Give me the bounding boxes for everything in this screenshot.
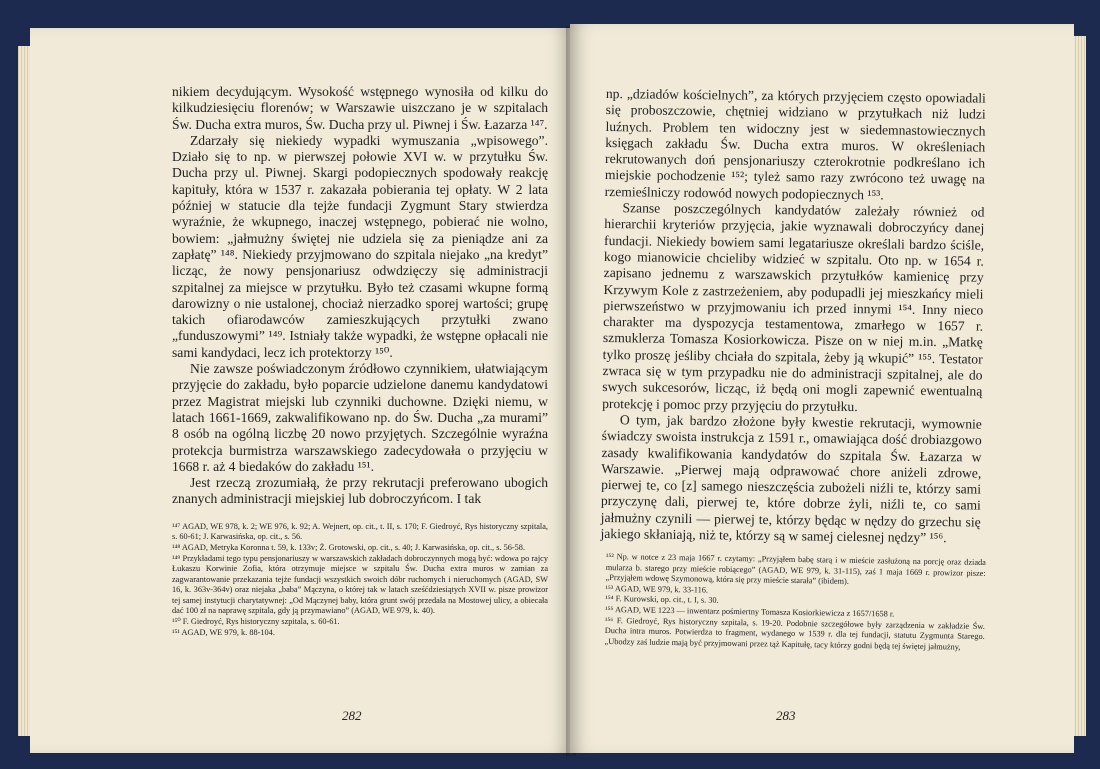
right-body-text (600, 86, 986, 547)
open-book (18, 16, 1086, 758)
paragraph: np. „dziadów kościelnych”, za których przyjęciem często opowiadali się proboszczowie, chętniej widziano w przytułkach niż ludzi luźnych. Problem ten widoczny jest w siedemnastowiecznych księgach zakładu Św. Ducha extra muros. W określeniach rekrutowanych doń pensjonariuszy czterokrotnie podkreślano ich miejskie pochodzenie ¹⁵²; tyleż samo razy zwrócono też uwagę na rzemieślniczy rodowód nowych podopiecznych ¹⁵³. (604, 86, 986, 203)
footnote: ¹⁴⁸ AGAD, Metryka Koronna t. 59, k. 133v; Ż. Grotowski, op. cit., s. 40; J. Karwasińska, op. cit., s. 56-58. (172, 542, 526, 552)
paragraph: nikiem decydującym. Wysokość wstępnego wynosiła od kilku do kilkudziesięciu florenów; w Warszawie uiszczano je w szpitalach Św. Ducha extra muros, Św. Ducha przy ul. Piwnej i Św. Łazarza ¹⁴⁷. (172, 84, 548, 132)
footnote: ¹⁵² Np. w notce z 23 maja 1667 r. czytamy: „Przyjąłem babę starą i w mieście zasłużoną na porcję oraz dziada mularza b. starego przy mieście robiącego” (AGAD, WE 979, k. 31-115), zaś 1 maja 1669 r. prowizor pisze: „Przyjąłem wdowę Szymonową, która się przy mieście starała” (ibidem). (605, 552, 986, 587)
footnote: ¹⁴⁷ AGAD, WE 978, k. 2; WE 976, k. 92; A. Wejnert, op. cit., t. II, s. 170; F. Giedroyć, Rys historyczny szpitala, s. 60-61; J. Karwasińska, op. cit., s. 56. (172, 521, 548, 542)
right-footnotes (605, 552, 986, 653)
paragraph: Nie zawsze poświadczonym źródłowo czynnikiem, ułatwiającym przyjęcie do zakładu, było poparcie udzielone danemu kandydatowi przez Magistrat miejski lub czynniki duchowne. Dzięki niemu, w latach 1661-1669, zakwalifikowano np. do Św. Ducha „za murami” 8 osób na ogólną liczbę 20 nowo przyjętych. Szczególnie wyraźna protekcja burmistrza warszawskiego zadecydowała o przyjęciu w 1668 r. aż 4 biedaków do zakładu ¹⁵¹. (172, 361, 548, 474)
footnote: ¹⁵³ AGAD, WE 979, k. 33-116. (605, 584, 709, 595)
footnote: ¹⁴⁹ Przykładami tego typu pensjonariuszy w warszawskich zakładach dobroczynnych mogą być: wdowa po rajcy Łukaszu Korwinie Zofia, która otrzymuje miejsce w szpitalu Św. Ducha extra muros w zamian za zagwarantowanie przekazania tejże fundacji wszystkich swoich dóbr ruchomych i nieruchomych (AGAD, SW 16, k. 363v-364v) oraz niejaka „baba” Mączyna, o której tak w latach sześćdziesiątych XVII w. pisze prowizor tej samej instytucji charytatywnej: „Od Mączynej baby, która grunt swój przedała na Mostowej ulicy, a obiecała dać 100 zł na naprawę szpitala, gdy ją przymawiano” (AGAD, WE 979, k. 40). (172, 553, 548, 616)
footnote: ¹⁵⁵ AGAD, WE 1223 — inwentarz pośmiertny Tomasza Kosiorkiewicza z 1657/1658 r. (605, 605, 895, 619)
footnote: ¹⁵⁶ F. Giedroyć, Rys historyczny szpitala, s. 19-20. Podobnie szczegółowe były zarządzenia w zakładzie Św. Ducha intra muros. Potwierdza to fragment, wydanego w 1539 r. dla tej fundacji, statutu Zygmunta Starego. „Ubodzy zaś ludzie mają być przyjmowani przez tąż Kapitułę, tacy którzy godni będą tej świętej jałmużny, (604, 615, 985, 652)
page-number-right: 283 (776, 708, 796, 723)
paragraph: Zdarzały się niekiedy wypadki wymuszania „wpisowego”. Działo się to np. w pierwszej połowie XVI w. w przytułku Św. Ducha przy ul. Piwnej. Skargi podopiecznych spodowały reakcję kapituły, która w 1537 r. zakazała pobierania tej opłaty. W 2 lata później w statucie dla tejże fundacji Zygmunt Stary stwierdza wyraźnie, że wkupnego, inaczej wstępnego, pobierać nie wolno, bowiem: „jałmużny świętej nie udziela się za pieniądze ani za zapłatę” ¹⁴⁸. Niekiedy przyjmowano do szpitala niejako „na kredyt” licząc, że nowy pensjonariusz odwdzięczy się administracji szpitalnej za miejsce w przytułku. Było też czasami wkupne formą darowizny o nie ustalonej, chociaż nierzadko sporej wartości; grupę takich ofiarodawców zamieszkujących przytułki zwano „funduszowymi” ¹⁴⁹. Istniały także wypadki, że wstępne opłacali nie sami kandydaci, lecz ich protektorzy ¹⁵⁰. (172, 132, 548, 360)
left-body-text (172, 84, 548, 508)
page-number-left: 282 (342, 708, 362, 723)
left-page (30, 28, 570, 753)
paragraph: Jest rzeczą zrozumiałą, że przy rekrutacji preferowano ubogich znanych administracji miejskiej lub dobroczyńcom. I tak (172, 475, 548, 507)
footnote: ¹⁵¹ AGAD, WE 979, k. 88-104. (172, 627, 275, 637)
page-edges-right (1072, 36, 1086, 736)
left-footnotes (172, 522, 548, 639)
paragraph: Szanse poszczególnych kandydatów zależały również od hierarchii kryteriów przyjęcia, jakie wyznawali dobroczyńcy danej fundacji. Niekiedy bowiem sami legatariusze określali bardzo ściśle, kogo mianowicie chcieliby widzieć w szpitalu. Oto np. w 1654 r. zapisano jednemu z warszawskich przytułków kamienicę przy Krzywym Kole z zastrzeżeniem, aby podupadli jej mieszkańcy mieli pierwszeństwo w przyjmowaniu ich przed innymi ¹⁵⁴. Inny nieco charakter ma dyspozycja testamentowa, zmarłego w 1657 r. szmuklerza Tomasza Kosiorkowicza. Pisze on w niej m.in. „Matkę tylko proszę jeśliby chciała do szpitala, żeby ją wkupić” ¹⁵⁵. Testator zwraca się w tym przypadku nie do administracji szpitalnej, ale do swych sukcesorów, licząc, iż będą oni mogli zapewnić ewentualną protekcję i pomoc przy przyjęciu do przytułku. (602, 200, 985, 414)
paragraph: O tym, jak bardzo złożone były kwestie rekrutacji, wymownie świadczy swoista instrukcja z 1591 r., omawiająca dość drobiazgowo zasady kwalifikowania kandydatów do szpitala Św. Łazarza w Warszawie. „Pierwej mają odprawować chore aniżeli zdrowe, pierwej te, co [z] samego nieszczęścia zubożeli niźli te, którzy sami przyczynę dali, pierwej te, które dobrze żyli, niźli te, co sami jałmużny czynili — pierwej te, którzy będąc w nędzy do grzechu się jakiego skłaniają, niż te, którzy są w samej cielesnej nędzy” ¹⁵⁶. (600, 412, 982, 546)
footnote: ¹⁵⁰ F. Giedroyć, Rys historyczny szpitala, s. 60-61. (172, 617, 340, 627)
footnote: ¹⁵⁴ F. Kurowski, op. cit., t. I, s. 30. (605, 594, 719, 606)
right-page (570, 24, 1074, 753)
